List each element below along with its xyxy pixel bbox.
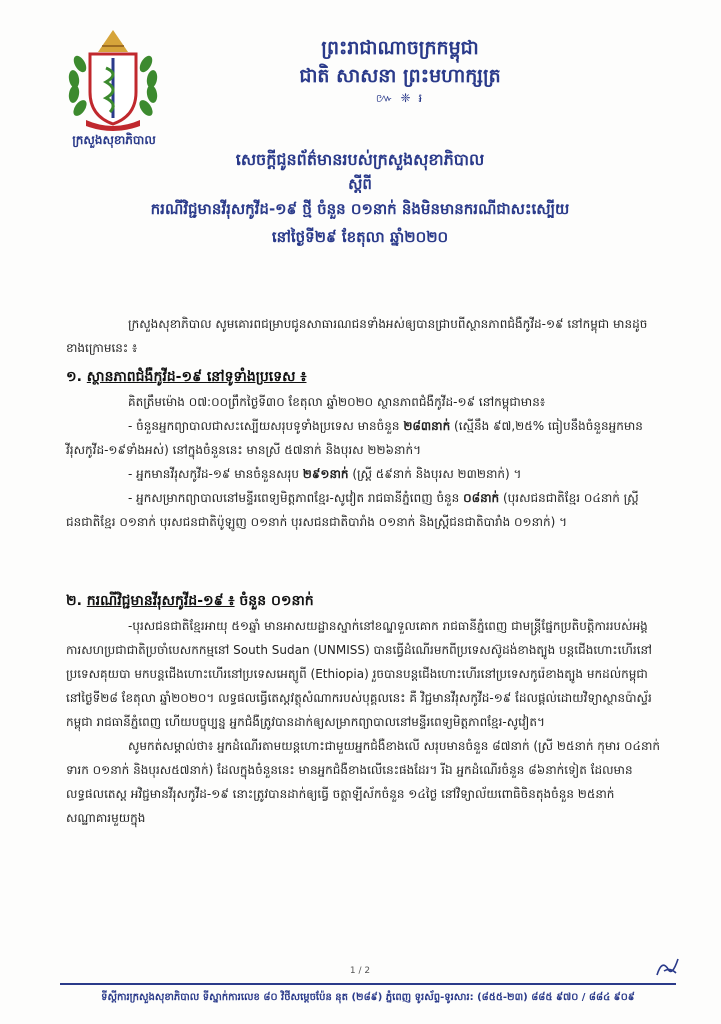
total-cases-detail: (ស្ត្រី ៥៩នាក់ និងបុរស ២៣២នាក់) ។ <box>348 467 522 481</box>
footer-address: ទីស្តីការក្រសួងសុខាភិបាល ទីស្នាក់ការលេខ ៨០ វិថីសម្តេចប៉ែន នុត (២៨៩) ភ្នំពេញ ទូរស័ព្ទ-ទូរសារ: (៨៥៥-២៣) ៨៨៥ ៩៧០ / ៨៨៤ ៩០៩ <box>101 992 635 1003</box>
signature-mark-icon <box>654 955 682 981</box>
recovered-bullet <box>66 414 660 462</box>
passenger-note: សូមកត់សម្គាល់ថា៖ អ្នកដំណើរតាមយន្តហោះជាមួយអ្នកជំងឺខាងលើ សរុបមានចំនួន ៨៧នាក់ (ស្រី ២៥នាក់ កុមារ ០៤នាក់ ទារក ០១នាក់ និងបុរស៥៧នាក់) ដែលក្នុងចំនួននេះ មានអ្នកជំងឺខាងលើនេះផងដែរ។ រីឯ អ្នកដំណើរចំនួន ៨៦នាក់ទៀត ដែលមានលទ្ធផលតេស្ត អវិជ្ជមានវីរុសកូវីដ-១៩ នោះត្រូវបានដាក់ឲ្យធ្វើ ចត្តាឡីស័កចំនួន ១៤ថ្ងៃ នៅវិទ្យាល័យពោធិចិនតុងចំនួន ២៥នាក់ សណ្ឋាគារមួយក្នុង <box>66 739 661 825</box>
title-line-2: ស្តីពី <box>348 175 372 193</box>
footer-divider <box>60 983 676 985</box>
hospitalized-bullet <box>66 486 660 534</box>
hospitalized-detail: (បុរសជនជាតិខ្មែរ ០៤នាក់ ស្ត្រីជនជាតិខ្មែរ ០១នាក់ បុរសជនជាតិប៉ូឡូញ ០១នាក់ បុរសជនជាតិបារាំង ០១នាក់ និងស្ត្រីជនជាតិបារាំង ០១នាក់) ។ <box>66 491 639 529</box>
section-1-title: ស្ថានភាពជំងឺកូវីដ-១៩ នៅទូទាំងប្រទេស ៖ <box>86 369 307 385</box>
total-cases-text: - អ្នកមានវីរុសកូវីដ-១៩ មានចំនួនសរុប <box>128 467 303 481</box>
intro-paragraph: ក្រសួងសុខាភិបាល សូមគោរពជម្រាបជូនសាធារណជនទាំងអស់ឲ្យបានជ្រាបពីស្ថានភាពជំងឺកូវីដ-១៩ នៅកម្ពុជា មានដូចខាងក្រោមនេះ ៖ <box>66 317 648 355</box>
section-2-heading <box>66 588 660 614</box>
hospitalized-count: ០៨នាក់ <box>463 491 500 505</box>
section-2 <box>66 588 660 830</box>
section-1-lead: គិតត្រឹមម៉ោង ០៧:០០ព្រឹកថ្ងៃទី៣០ ខែតុលា ឆ្នាំ២០២០ ស្ថានភាពជំងឺកូវីដ-១៩ នៅកម្ពុជាមាន៖ <box>128 395 546 409</box>
case-description: -បុរសជនជាតិខ្មែរអាយុ ៥១ឆ្នាំ មានអាសយដ្ឋានស្នាក់នៅខណ្ឌទួលគោក រាជធានីភ្នំពេញ ជាមន្ត្រីផ្នែកប្រតិបត្តិការរបស់អង្គការសហប្រជាជាតិប្រចាំបេសកកម្មនៅ South Sudan (UNMISS) បានធ្វើដំណើរមកពីប្រទេសស៊ូដង់ខាងត្បូង បន្តជើងហោះហើរនៅប្រទេសគុយបា មកបន្តជើងហោះហើរនៅប្រទេសអេត្យូពី (Ethiopia) រួចបានបន្តជើងហោះហើរនៅប្រទេសកូរ៉េខាងត្បូង មកដល់កម្ពុជានៅថ្ងៃទី២៨ ខែតុលា ឆ្នាំ២០២០។ លទ្ធផលធ្វើតេស្តវត្ថុសំណាករបស់បុគ្គលនេះ គឺ វិជ្ជមានវីរុសកូវីដ-១៩ ដែលផ្តល់ដោយវិទ្យាស្ថានប៉ាស្ទ័រកម្ពុជា រាជធានីភ្នំពេញ ហើយបច្ចុប្បន្ន អ្នកជំងឺត្រូវបានដាក់ឲ្យសម្រាកព្យាបាលនៅមន្ទីរពេទ្យមិត្តភាពខ្មែរ-សូវៀត។ <box>66 619 652 729</box>
recovered-text: - ចំនួនអ្នកព្យាបាលជាសះស្បើយសរុបទូទាំងប្រទេស មានចំនួន <box>128 419 404 433</box>
total-cases-bullet <box>66 462 660 486</box>
section-1 <box>66 364 660 534</box>
section-1-heading <box>66 364 660 390</box>
section-1-number: ១. <box>66 369 82 385</box>
title-line-3: ករណីវិជ្ជមានវីរុសកូវីដ-១៩ ថ្មី ចំនួន ០១នាក់ និងមិនមានករណីជាសះស្បើយ <box>150 200 570 218</box>
section-2-count: ចំនួន ០១នាក់ <box>239 593 314 609</box>
title-line-1: សេចក្តីជូនព័ត៌មានរបស់ក្រសួងសុខាភិបាល <box>235 150 485 169</box>
header-ornament: ៚ ❈ ៛ <box>375 91 425 105</box>
kingdom-name: ព្រះរាជាណាចក្រកម្ពុជា <box>321 37 479 59</box>
total-cases-count: ២៩១នាក់ <box>302 467 349 481</box>
kingdom-motto <box>250 34 550 90</box>
recovered-detail: (ស្មើនឹង ៩៧,២៥% ធៀបនឹងចំនួនអ្នកមានវីរុសកូវីដ-១៩ទាំងអស់) នៅក្នុងចំនួននេះ មានស្រី ៥៧នាក់ និងបុរស ២២៦នាក់។ <box>66 419 643 457</box>
section-2-number: ២. <box>66 593 82 609</box>
section-2-title: ករណីវិជ្ជមានវីរុសកូវីដ-១៩ ៖ <box>86 593 235 609</box>
ministry-label: ក្រសួងសុខាភិបាល <box>72 133 156 147</box>
national-motto: ជាតិ សាសនា ព្រះមហាក្សត្រ <box>299 65 501 87</box>
document-title <box>70 148 650 252</box>
title-date: នៅថ្ងៃទី២៩ ខែតុលា ឆ្នាំ២០២០ <box>271 228 449 246</box>
hospitalized-text: - អ្នកសម្រាកព្យាបាលនៅមន្ទីរពេទ្យមិត្តភាពខ្មែរ-សូវៀត រាជធានីភ្នំពេញ ចំនួន <box>128 491 464 505</box>
page-number: 1 / 2 <box>349 966 371 976</box>
ministry-emblem-icon <box>58 24 168 134</box>
recovered-count: ២៨៣នាក់ <box>403 419 451 433</box>
